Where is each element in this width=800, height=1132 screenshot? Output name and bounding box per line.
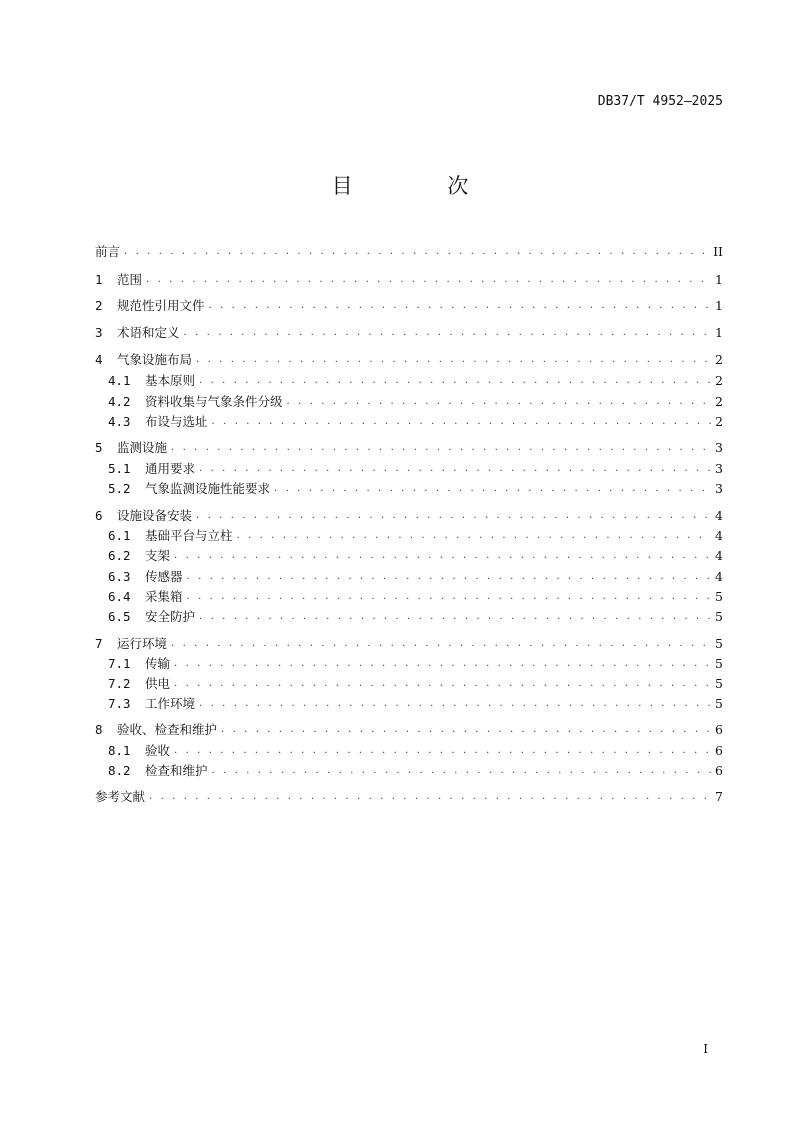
toc-entry-number: 7 — [95, 635, 103, 651]
toc-entry[interactable] — [95, 270, 723, 288]
dot-leader — [187, 571, 712, 582]
dot-leader — [199, 463, 711, 474]
toc-entry[interactable] — [95, 242, 723, 260]
toc-entry-number: 4.2 — [108, 393, 131, 409]
toc-entry-number: 4.3 — [108, 413, 131, 429]
dot-leader — [174, 550, 711, 561]
standard-id: DB37/T 4952—2025 — [597, 94, 723, 109]
toc-entry-page: 6 — [715, 762, 723, 778]
toc-entry[interactable] — [95, 506, 723, 524]
toc-entry-page: 7 — [715, 788, 723, 804]
dot-leader — [124, 246, 709, 257]
toc-entry-title: 传感器 — [145, 569, 183, 584]
toc-entry-number: 6.3 — [108, 568, 131, 584]
toc-entry-page: 1 — [715, 297, 723, 313]
toc-entry-page: II — [713, 243, 723, 259]
toc-entry-title: 监测设施 — [117, 440, 168, 455]
dot-leader — [174, 658, 711, 669]
toc-entry[interactable] — [95, 634, 723, 652]
dot-leader — [199, 698, 711, 709]
page-title: 目 次 — [331, 174, 513, 198]
toc-entry-title: 设施设备安装 — [117, 508, 193, 523]
dot-leader — [274, 483, 711, 494]
toc-entry-page: 4 — [715, 527, 723, 543]
toc-entry-page: 1 — [715, 324, 723, 340]
toc-entry-page: 4 — [715, 507, 723, 523]
toc-entry-page: 1 — [715, 271, 723, 287]
toc-entry-title: 规范性引用文件 — [117, 298, 205, 313]
toc-entry-page: 3 — [715, 480, 723, 496]
toc-entry[interactable] — [95, 350, 723, 368]
toc-entry-page: 5 — [715, 675, 723, 691]
toc-entry-page: 5 — [715, 655, 723, 671]
toc-entry-number: 8 — [95, 721, 103, 737]
toc-entry-page: 3 — [715, 460, 723, 476]
toc-entry-number: 6 — [95, 507, 103, 523]
toc-entry-page: 2 — [715, 351, 723, 367]
toc-entry[interactable] — [108, 674, 723, 692]
toc-entry[interactable] — [95, 323, 723, 341]
toc-entry-title: 采集箱 — [145, 589, 183, 604]
toc-entry-page: 5 — [715, 635, 723, 651]
toc-entry[interactable] — [108, 392, 723, 410]
dot-leader — [287, 396, 712, 407]
toc-entry[interactable] — [108, 741, 723, 759]
toc-entry-title: 布设与选址 — [145, 414, 208, 429]
toc-entry-title: 支架 — [145, 548, 171, 563]
toc-entry-number: 6.1 — [108, 527, 131, 543]
toc-entry[interactable] — [95, 787, 723, 805]
toc-entry-number: 5 — [95, 439, 103, 455]
toc-entry[interactable] — [95, 438, 723, 456]
toc-entry-page: 2 — [715, 413, 723, 429]
dot-leader — [171, 638, 711, 649]
toc-entry-page: 3 — [715, 439, 723, 455]
toc-entry-number: 1 — [95, 271, 103, 287]
toc-entry-number: 8.1 — [108, 742, 131, 758]
dot-leader — [184, 327, 712, 338]
dot-leader — [146, 274, 711, 285]
toc-entry[interactable] — [108, 607, 723, 625]
toc-entry-title: 传输 — [145, 656, 171, 671]
toc-entry-title: 检查和维护 — [145, 763, 208, 778]
dot-leader — [149, 791, 711, 802]
toc-entry[interactable] — [95, 296, 723, 314]
toc-entry-number: 7.1 — [108, 655, 131, 671]
toc-entry-page: 2 — [715, 393, 723, 409]
dot-leader — [187, 591, 712, 602]
toc-entry-number: 2 — [95, 297, 103, 313]
toc-entry-title: 基础平台与立柱 — [145, 528, 233, 543]
dot-leader — [199, 611, 711, 622]
toc-entry[interactable] — [108, 546, 723, 564]
toc-entry-title: 验收 — [145, 743, 171, 758]
toc-entry-number: 3 — [95, 324, 103, 340]
toc-entry-page: 5 — [715, 588, 723, 604]
toc-entry-page: 6 — [715, 742, 723, 758]
toc-entry-number: 5.1 — [108, 460, 131, 476]
toc-entry-page: 6 — [715, 721, 723, 737]
toc-entry-number: 4.1 — [108, 372, 131, 388]
dot-leader — [199, 375, 711, 386]
dot-leader — [212, 416, 712, 427]
toc-entry[interactable] — [108, 412, 723, 430]
toc-entry-title: 供电 — [145, 676, 171, 691]
dot-leader — [209, 300, 712, 311]
toc-entry-title: 气象监测设施性能要求 — [145, 481, 271, 496]
toc-entry-title: 气象设施布局 — [117, 352, 193, 367]
toc-entry-title: 参考文献 — [95, 789, 146, 804]
toc-entry-page: 4 — [715, 547, 723, 563]
toc-entry[interactable] — [108, 587, 723, 605]
toc-entry[interactable] — [108, 694, 723, 712]
toc-entry[interactable] — [108, 479, 723, 497]
toc-entry-number: 6.2 — [108, 547, 131, 563]
toc-entry-page: 2 — [715, 372, 723, 388]
toc-entry[interactable] — [108, 526, 723, 544]
dot-leader — [196, 510, 711, 521]
dot-leader — [237, 530, 712, 541]
toc-entry-number: 8.2 — [108, 762, 131, 778]
dot-leader — [221, 724, 711, 735]
toc-entry[interactable] — [108, 371, 723, 389]
toc-entry-title: 运行环境 — [117, 636, 168, 651]
toc-entry-number: 7.2 — [108, 675, 131, 691]
toc-entry-title: 术语和定义 — [117, 325, 180, 340]
toc-entry-title: 资料收集与气象条件分级 — [145, 394, 283, 409]
toc-entry-number: 6.5 — [108, 608, 131, 624]
toc-entry-page: 4 — [715, 568, 723, 584]
toc-entry-title: 工作环境 — [145, 696, 196, 711]
page-number: I — [703, 1042, 708, 1056]
toc-entry-title: 安全防护 — [145, 609, 196, 624]
toc-entry[interactable] — [108, 654, 723, 672]
toc-entry-number: 4 — [95, 351, 103, 367]
toc-entry-title: 通用要求 — [145, 461, 196, 476]
toc-entry[interactable] — [108, 567, 723, 585]
toc-entry[interactable] — [108, 761, 723, 779]
dot-leader — [174, 745, 711, 756]
toc-entry[interactable] — [95, 720, 723, 738]
dot-leader — [212, 765, 712, 776]
toc-entry-page: 5 — [715, 695, 723, 711]
dot-leader — [171, 442, 711, 453]
toc-entry[interactable] — [108, 459, 723, 477]
toc-entry-title: 范围 — [117, 272, 143, 287]
toc-entry-page: 5 — [715, 608, 723, 624]
dot-leader — [196, 354, 711, 365]
toc-entry-number: 7.3 — [108, 695, 131, 711]
toc-entry-number: 5.2 — [108, 480, 131, 496]
dot-leader — [174, 678, 711, 689]
toc-entry-number: 6.4 — [108, 588, 131, 604]
toc-entry-title: 基本原则 — [145, 373, 196, 388]
toc-entry-title: 验收、检查和维护 — [117, 722, 218, 737]
toc-entry-title: 前言 — [95, 244, 121, 259]
